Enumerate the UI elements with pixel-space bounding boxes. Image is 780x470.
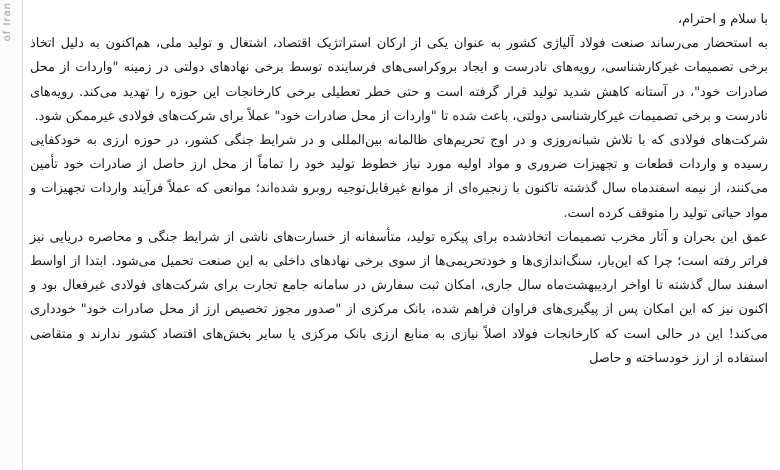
left-margin-strip [0, 0, 23, 470]
letter-body [30, 8, 768, 371]
margin-label: of Iran [2, 2, 13, 42]
paragraph-2: شرکت‌های فولادی که با تلاش شبانه‌روزی و در اوج تحریم‌های ظالمانه بین‌المللی و در شرایط جنگی کشور، در حوزه ارزی به خودکفایی رسیده و واردات قطعات و تجهیزات ضروری و مواد اولیه مورد نیاز خطوط تولید خود را تماماً از محل ارز حاصل از صادرات خود تأمین می‌کنند، از نیمه اسفندماه سال گذشته تاکنون با زنجیره‌ای از موانع غیرقابل‌توجیه روبرو شده‌اند؛ موانعی که عملاً فرآیند واردات تجهیزات و مواد حیاتی تولید را متوقف کرده است. [30, 133, 768, 221]
paragraph-3: عمق این بحران و آثار مخرب تصمیمات اتخاذشده برای پیکره تولید، متأسفانه از خسارت‌های ناشی از شرایط جنگی و محاصره دریایی نیز فراتر رفته است؛ چرا که این‌بار، سنگ‌اندازی‌ها و خودتحریمی‌ها از سوی برخی نهادهای داخلی به این صنعت تحمیل می‌شود. ابتدا از اواسط اسفند سال گذشته تا اواخر اردیبهشت‌ماه سال جاری، امکان ثبت سفارش در سامانه جامع تجارت برای شرکت‌های فولادی غیرفعال بود و اکنون نیز که این امکان پس از پیگیری‌های فراوان فراهم شده، بانک مرکزی از "صدور مجوز تخصیص ارز از محل صادرات خود" خودداری می‌کند! این در حالی است که کارخانجات فولاد اصلاً نیازی به منابع ارزی بانک مرکزی یا سایر بخش‌های اقتصاد کشور ندارند و متقاضی استفاده از ارز خودساخته و حاصل [30, 229, 769, 366]
greeting-line: با سلام و احترام، [677, 12, 768, 27]
paragraph-1: به استحضار می‌رساند صنعت فولاد آلیاژی کشور به عنوان یکی از ارکان استراتژیک اقتصاد، اشتغال و تولید ملی، هم‌اکنون به دلیل اتخاذ برخی تصمیمات غیرکارشناسی، رویه‌های نادرست و ایجاد بروکراسی‌های فرساینده توسط برخی نهادهای دولتی در زمینه "واردات از محل صادرات خود"، در آستانه کاهش شدید تولید قرار گرفته است و حتی خطر تعطیلی برخی کارخانجات این حوزه را تهدید می‌کند. رویه‌های نادرست و برخی تصمیمات غیرکارشناسی دولتی، باعث شده تا "واردات از محل صادرات خود" عملاً برای شرکت‌های فولادی غیرممکن شود. [30, 36, 768, 124]
